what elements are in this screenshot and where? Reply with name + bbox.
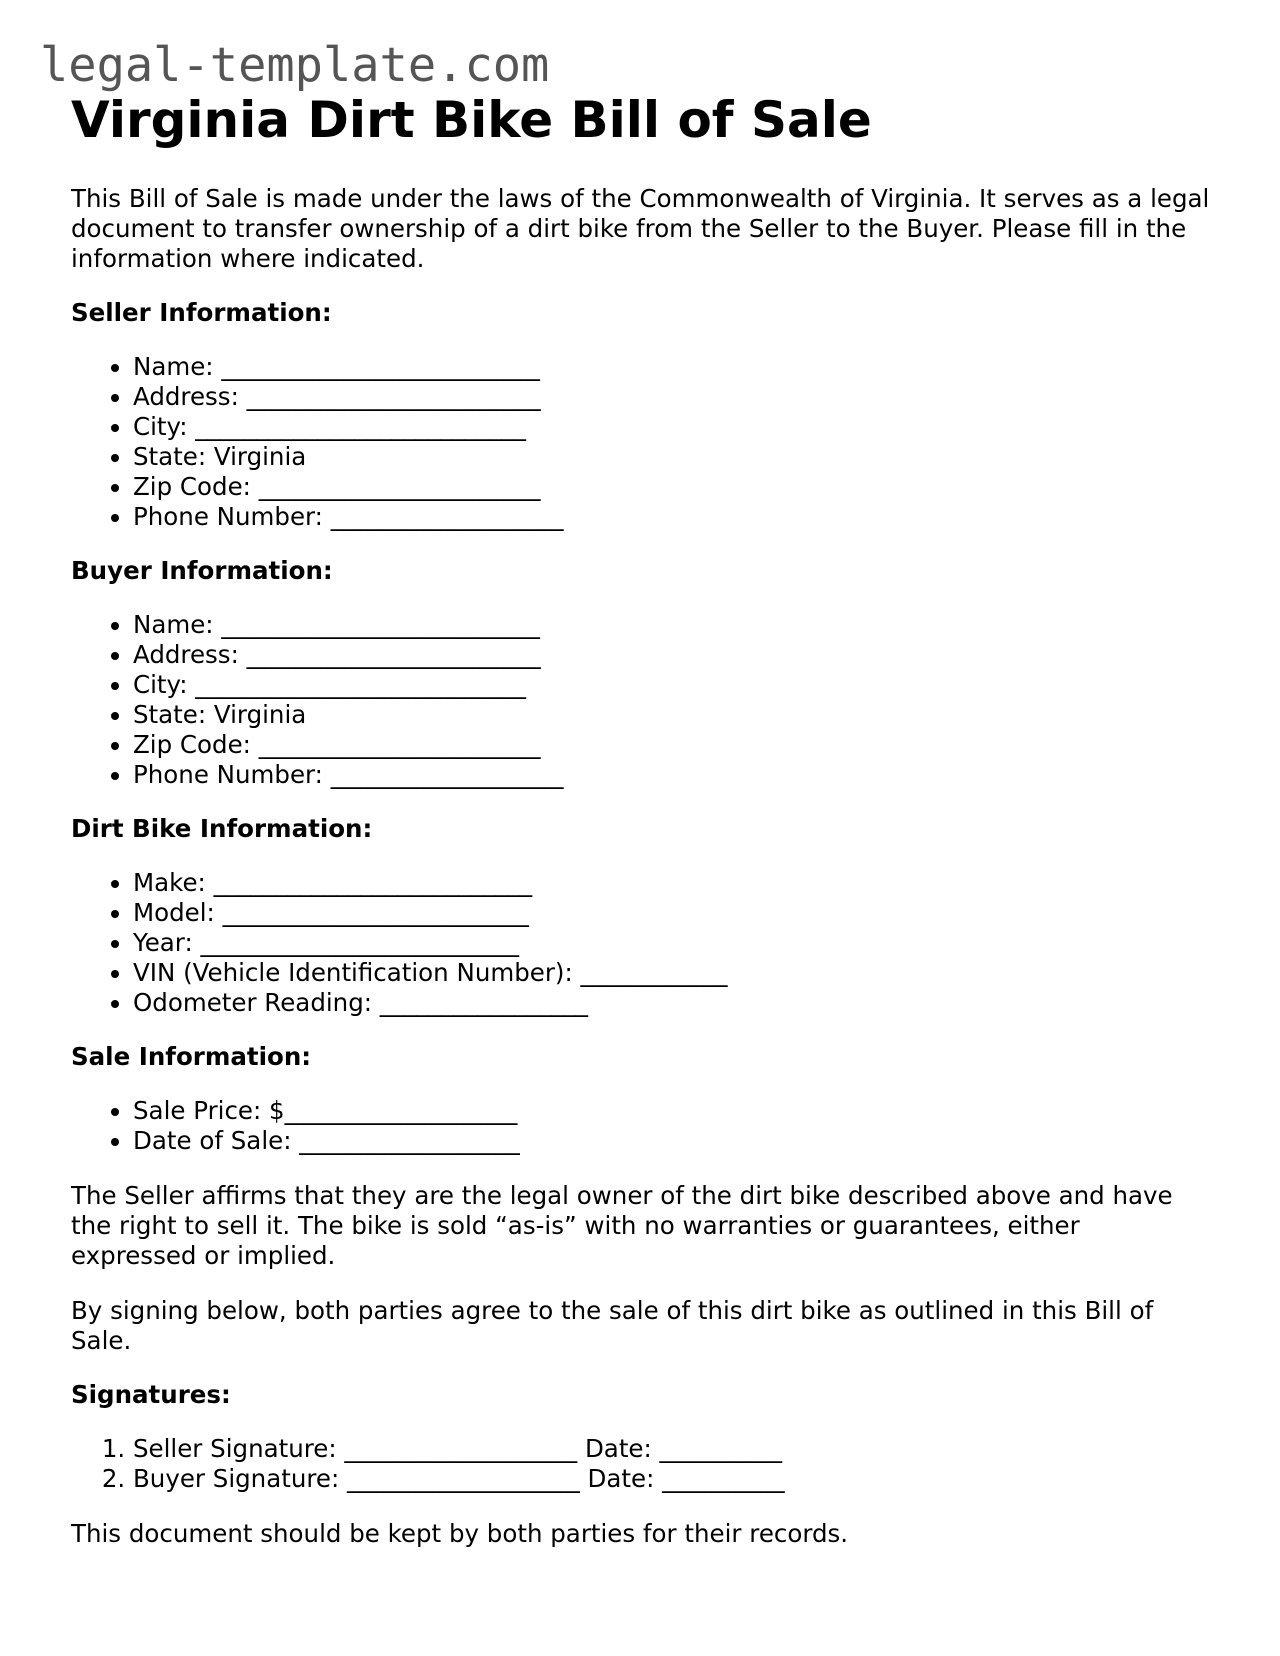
bike-year-field: • Year: __________________________ <box>133 928 1211 958</box>
buyer-signature-line: 2. Buyer Signature: ___________________ Date: __________ <box>133 1464 1211 1494</box>
buyer-state-field: • State: Virginia <box>133 700 1211 730</box>
bike-make-field: • Make: __________________________ <box>133 868 1211 898</box>
sale-price-field: • Sale Price: $___________________ <box>133 1096 1211 1126</box>
buyer-zip-field: • Zip Code: _______________________ <box>133 730 1211 760</box>
sale-info-list <box>71 1096 1211 1156</box>
sale-date-field: • Date of Sale: __________________ <box>133 1126 1211 1156</box>
watermark: legal-template.com <box>40 38 550 93</box>
buyer-phone-field: • Phone Number: ___________________ <box>133 760 1211 790</box>
bike-vin-field: • VIN (Vehicle Identification Number): ____________ <box>133 958 1211 988</box>
seller-section-heading: Seller Information: <box>71 298 332 327</box>
closing-paragraph: This document should be kept by both parties for their records. <box>71 1519 849 1548</box>
seller-phone-field: • Phone Number: ___________________ <box>133 502 1211 532</box>
seller-state-field: • State: Virginia <box>133 442 1211 472</box>
bike-info-list <box>71 868 1211 1018</box>
seller-address-field: • Address: ________________________ <box>133 382 1211 412</box>
seller-name-field: • Name: __________________________ <box>133 352 1211 382</box>
bike-odometer-field: • Odometer Reading: _________________ <box>133 988 1211 1018</box>
document-page <box>71 88 1211 1549</box>
seller-signature-line: 1. Seller Signature: ___________________ Date: __________ <box>133 1434 1211 1464</box>
buyer-city-field: • City: ___________________________ <box>133 670 1211 700</box>
seller-info-list <box>71 352 1211 532</box>
seller-city-field: • City: ___________________________ <box>133 412 1211 442</box>
intro-paragraph: This Bill of Sale is made under the laws of the Commonwealth of Virginia. It serves as a legal document to transfer ownership of a dirt bike from the Seller to the Buyer. Please fill in the information where indicated. <box>71 184 1210 273</box>
document-title: Virginia Dirt Bike Bill of Sale <box>71 91 872 149</box>
buyer-section-heading: Buyer Information: <box>71 556 333 585</box>
sale-section-heading: Sale Information: <box>71 1042 312 1071</box>
seller-zip-field: • Zip Code: _______________________ <box>133 472 1211 502</box>
bike-model-field: • Model: _________________________ <box>133 898 1211 928</box>
affirmation-paragraph: The Seller affirms that they are the legal owner of the dirt bike described above and have the right to sell it. The bike is sold “as-is” with no warranties or guarantees, either expressed or implied. <box>71 1181 1173 1270</box>
bike-section-heading: Dirt Bike Information: <box>71 814 373 843</box>
agreement-paragraph: By signing below, both parties agree to the sale of this dirt bike as outlined in this Bill of Sale. <box>71 1296 1154 1355</box>
buyer-name-field: • Name: __________________________ <box>133 610 1211 640</box>
buyer-info-list <box>71 610 1211 790</box>
buyer-address-field: • Address: ________________________ <box>133 640 1211 670</box>
signatures-list <box>71 1434 1211 1494</box>
signatures-section-heading: Signatures: <box>71 1380 231 1409</box>
